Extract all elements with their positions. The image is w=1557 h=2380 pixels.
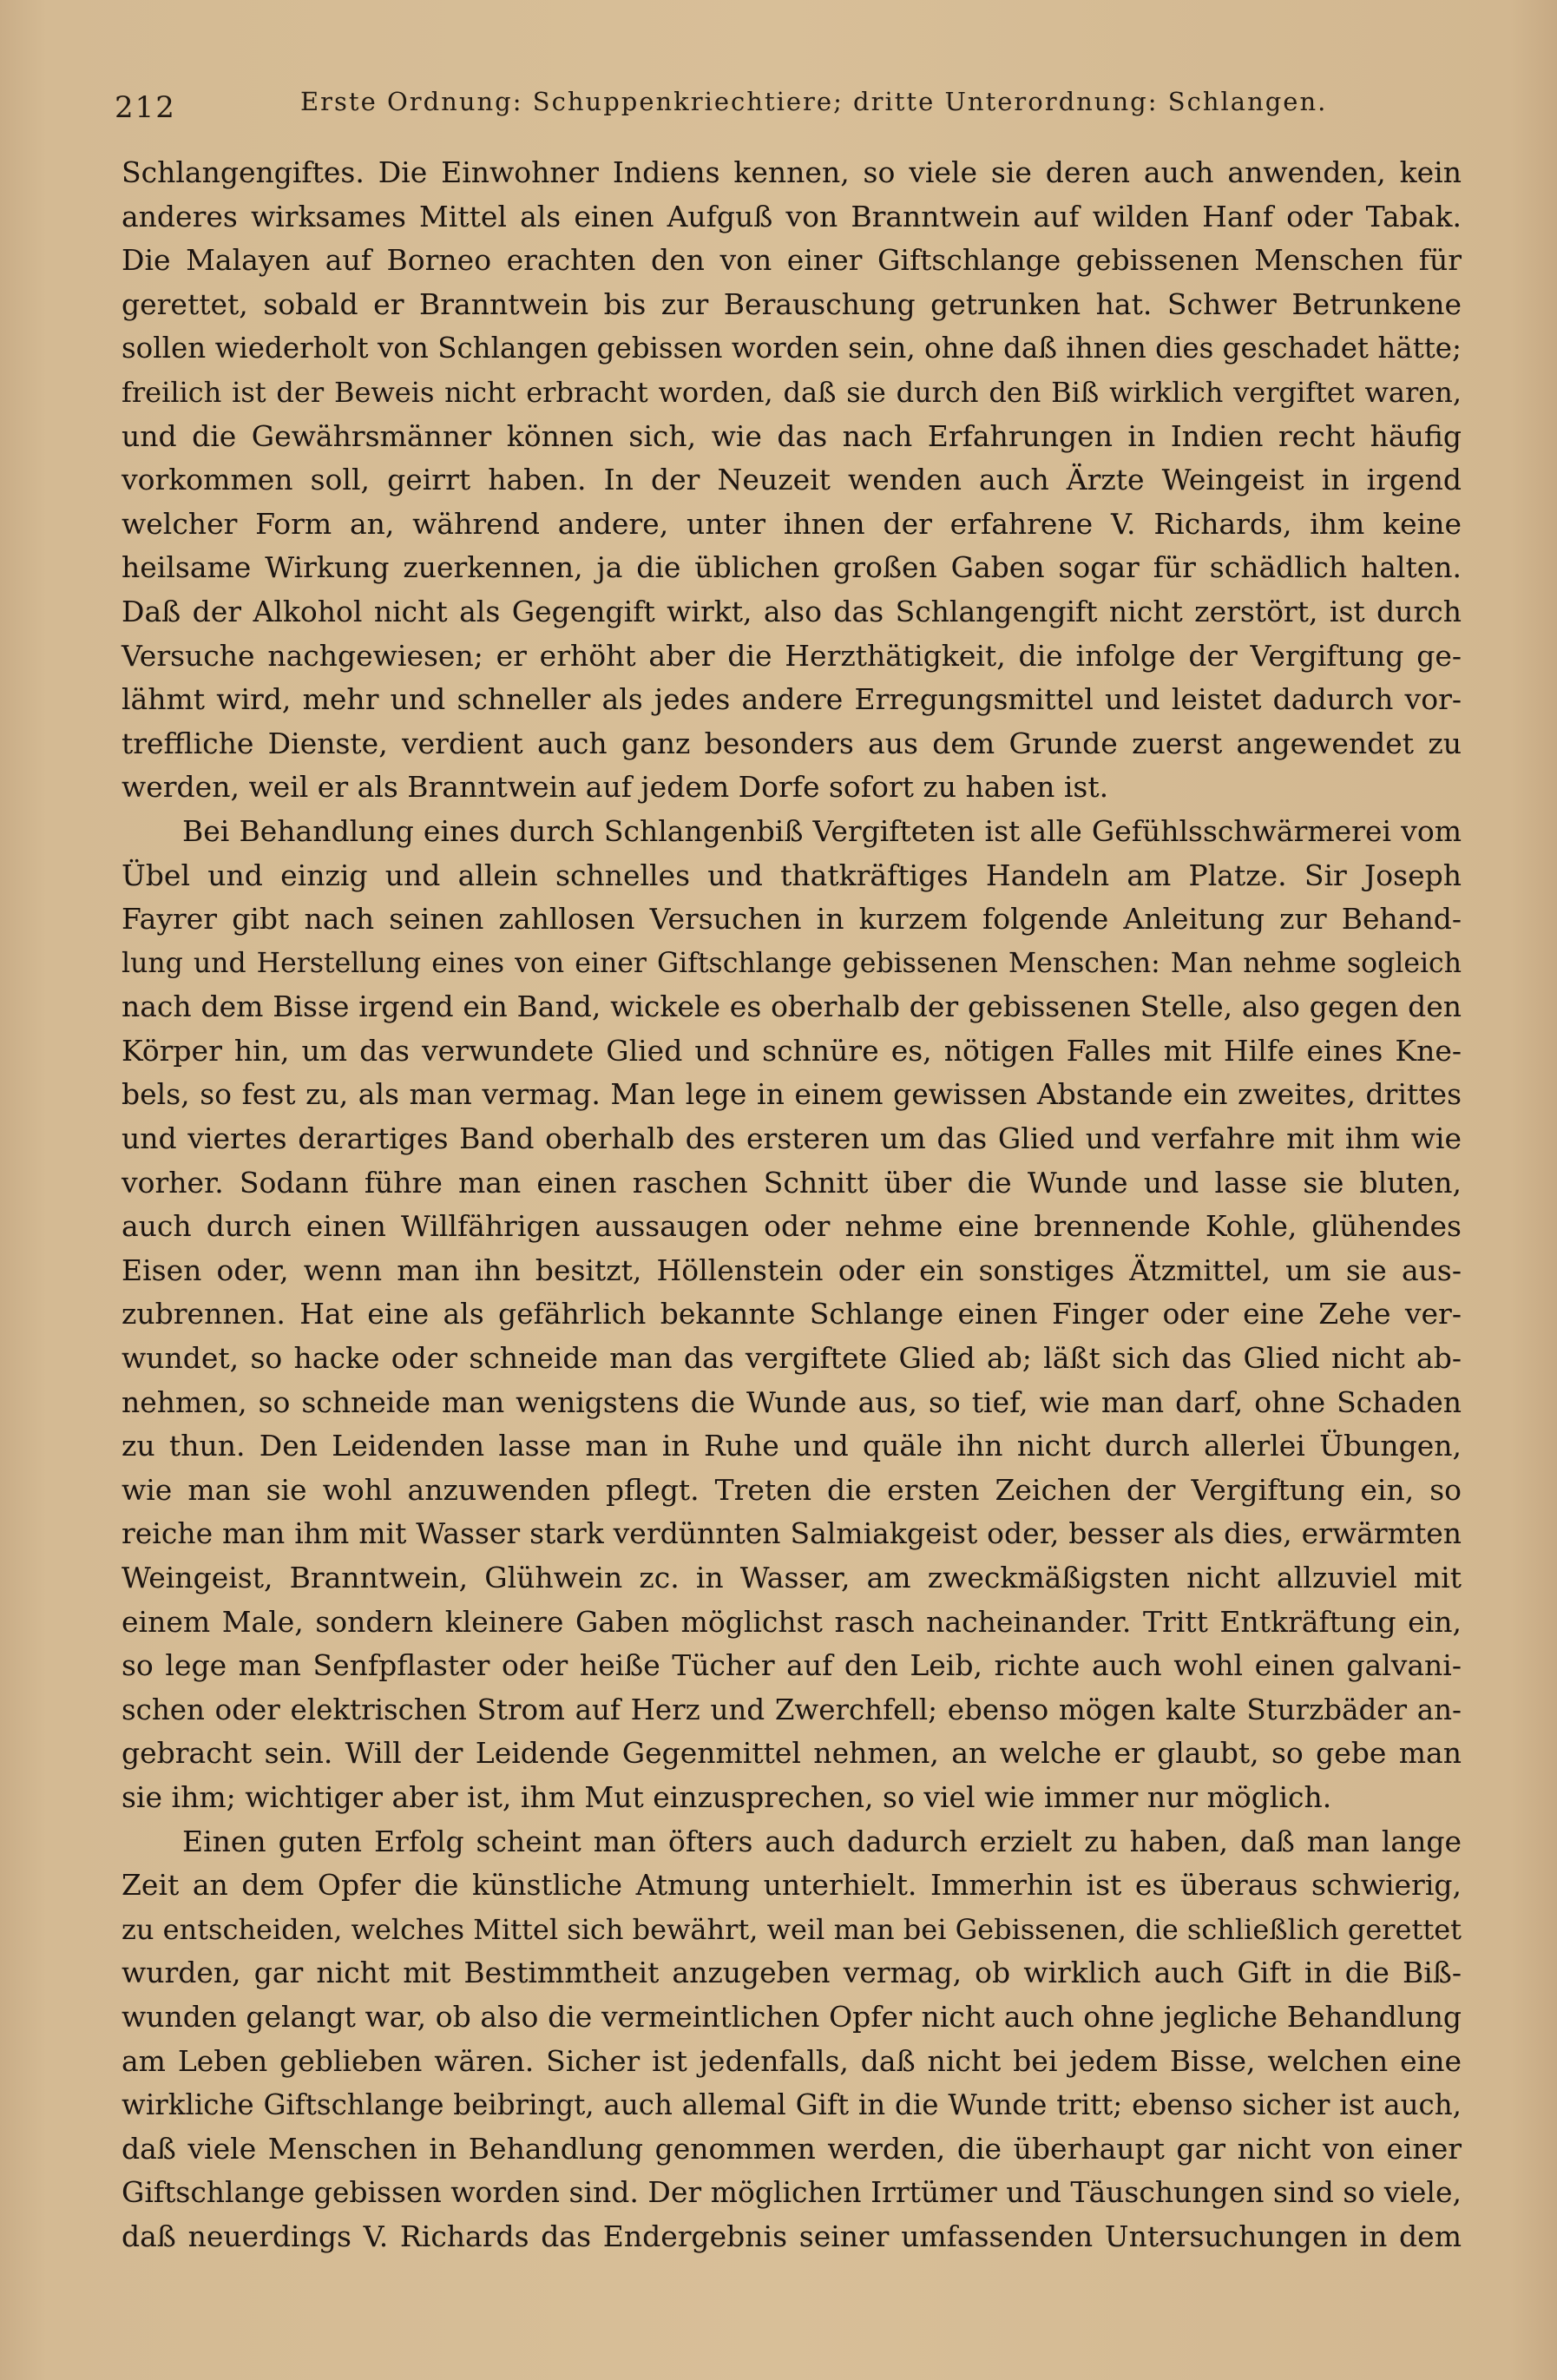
text-line: Bei Behandlung eines durch Schlangenbiß Vergifteten ist alle Gefühlsschwärmerei vom: [182, 813, 1462, 848]
text-line: und die Gewährsmänner können sich, wie das nach Erfahrungen in Indien recht häufig: [122, 418, 1462, 453]
text-line: wie man sie wohl anzuwenden pflegt. Treten die ersten Zeichen der Vergiftung ein, so: [122, 1472, 1462, 1507]
text-line: Giftschlange gebissen worden sind. Der möglichen Irrtümer und Täuschungen sind so viele,: [122, 2175, 1462, 2210]
text-line: anderes wirksames Mittel als einen Aufguß von Branntwein auf wilden Hanf oder Tabak.: [122, 199, 1462, 233]
text-line: Übel und einzig und allein schnelles und thatkräftiges Handeln am Platze. Sir Joseph: [122, 858, 1462, 892]
text-line: freilich ist der Beweis nicht erbracht worden, daß sie durch den Biß wirklich vergiftet waren,: [122, 375, 1462, 409]
text-line: zu thun. Den Leidenden lasse man in Ruhe und quäle ihn nicht durch allerlei Übungen,: [122, 1429, 1462, 1463]
running-head: Erste Ordnung: Schuppenkriechtiere; dritte Unterordnung: Schlangen.: [300, 87, 1328, 116]
text-line: heilsame Wirkung zuerkennen, ja die üblichen großen Gaben sogar für schädlich halten.: [122, 550, 1462, 585]
text-line: vorher. Sodann führe man einen raschen Schnitt über die Wunde und lasse sie bluten,: [122, 1165, 1462, 1200]
text-line: so lege man Senfpflaster oder heiße Tücher auf den Leib, richte auch wohl einen galvani-: [122, 1648, 1462, 1683]
text-line: und viertes derartiges Band oberhalb des ersteren um das Glied und verfahre mit ihm wie: [122, 1121, 1462, 1156]
text-line: wurden, gar nicht mit Bestimmtheit anzugeben vermag, ob wirklich auch Gift in die Biß-: [122, 1956, 1462, 1990]
text-line: Einen guten Erfolg scheint man öfters auch dadurch erzielt zu haben, daß man lange: [182, 1824, 1462, 1858]
text-line: Versuche nachgewiesen; er erhöht aber die Herzthätigkeit, die infolge der Vergiftung ge-: [122, 638, 1462, 673]
text-line: Zeit an dem Opfer die künstliche Atmung unterhielt. Immerhin ist es überaus schwierig,: [122, 1868, 1462, 1903]
text-line: sie ihm; wichtiger aber ist, ihm Mut einzusprechen, so viel wie immer nur möglich.: [122, 1779, 1332, 1814]
text-line: zubrennen. Hat eine als gefährlich bekannte Schlange einen Finger oder eine Zehe ver-: [122, 1297, 1462, 1331]
text-line: schen oder elektrischen Strom auf Herz und Zwerchfell; ebenso mögen kalte Sturzbäder an-: [122, 1693, 1462, 1726]
text-line: nach dem Bisse irgend ein Band, wickele es oberhalb der gebissenen Stelle, also gegen den: [122, 989, 1462, 1024]
text-line: lung und Herstellung eines von einer Giftschlange gebissenen Menschen: Man nehme sogleich: [122, 947, 1462, 979]
text-line: welcher Form an, während andere, unter ihnen der erfahrene V. Richards, ihm keine: [122, 506, 1462, 541]
text-line: Schlangengiftes. Die Einwohner Indiens kennen, so viele sie deren auch anwenden, kein: [122, 155, 1462, 189]
text-line: gebracht sein. Will der Leidende Gegenmittel nehmen, an welche er glaubt, so gebe man: [122, 1736, 1462, 1771]
text-line: werden, weil er als Branntwein auf jedem Dorfe sofort zu haben ist.: [122, 770, 1109, 805]
text-line: Körper hin, um das verwundete Glied und schnüre es, nötigen Falles mit Hilfe eines Kne-: [122, 1033, 1462, 1068]
text-line: bels, so fest zu, als man vermag. Man lege in einem gewissen Abstande ein zweites, drittes: [122, 1077, 1462, 1112]
page-header: [115, 80, 1468, 132]
text-line: vorkommen soll, geirrt haben. In der Neuzeit wenden auch Ärzte Weingeist in irgend: [122, 463, 1462, 497]
text-line: Daß der Alkohol nicht als Gegengift wirkt, also das Schlangengift nicht zerstört, ist durch: [122, 594, 1462, 628]
text-line: nehmen, so schneide man wenigstens die Wunde aus, so tief, wie man darf, ohne Schaden: [122, 1384, 1462, 1419]
text-line: Die Malayen auf Borneo erachten den von einer Giftschlange gebissenen Menschen für: [122, 243, 1462, 278]
text-line: zu entscheiden, welches Mittel sich bewährt, weil man bei Gebissenen, die schließlich gerettet: [122, 1912, 1462, 1946]
page-number: 212: [115, 90, 176, 125]
text-line: wundet, so hacke oder schneide man das vergiftete Glied ab; läßt sich das Glied nicht ab-: [122, 1341, 1462, 1376]
text-line: am Leben geblieben wären. Sicher ist jedenfalls, daß nicht bei jedem Bisse, welchen eine: [122, 2043, 1462, 2078]
text-line: lähmt wird, mehr und schneller als jedes andere Erregungsmittel und leistet dadurch vor-: [122, 682, 1462, 717]
text-line: einem Male, sondern kleinere Gaben möglichst rasch nacheinander. Tritt Entkräftung ein,: [122, 1604, 1462, 1639]
text-line: auch durch einen Willfährigen aussaugen oder nehme eine brennende Kohle, glühendes: [122, 1209, 1462, 1244]
text-line: Eisen oder, wenn man ihn besitzt, Höllenstein oder ein sonstiges Ätzmittel, um sie aus-: [122, 1252, 1462, 1287]
text-line: Fayrer gibt nach seinen zahllosen Versuchen in kurzem folgende Anleitung zur Behand-: [122, 902, 1462, 937]
text-line: gerettet, sobald er Branntwein bis zur Berauschung getrunken hat. Schwer Betrunkene: [122, 286, 1462, 321]
text-line: Weingeist, Branntwein, Glühwein zc. in Wasser, am zweckmäßigsten nicht allzuviel mit: [122, 1561, 1462, 1594]
text-line: treffliche Dienste, verdient auch ganz besonders aus dem Grunde zuerst angewendet zu: [122, 726, 1462, 760]
text-line: reiche man ihm mit Wasser stark verdünnten Salmiakgeist oder, besser als dies, erwärmten: [122, 1516, 1462, 1551]
body-text: [122, 151, 1462, 2259]
text-line: wirkliche Giftschlange beibringt, auch allemal Gift in die Wunde tritt; ebenso sicher ist auch,: [122, 2088, 1462, 2122]
text-line: wunden gelangt war, ob also die vermeintlichen Opfer nicht auch ohne jegliche Behandlung: [122, 1999, 1462, 2034]
text-line: daß neuerdings V. Richards das Endergebnis seiner umfassenden Untersuchungen in dem: [122, 2219, 1462, 2253]
text-line: daß viele Menschen in Behandlung genommen werden, die überhaupt gar nicht von einer: [122, 2131, 1462, 2166]
text-line: sollen wiederholt von Schlangen gebissen worden sein, ohne daß ihnen dies geschadet hätte;: [122, 332, 1462, 365]
